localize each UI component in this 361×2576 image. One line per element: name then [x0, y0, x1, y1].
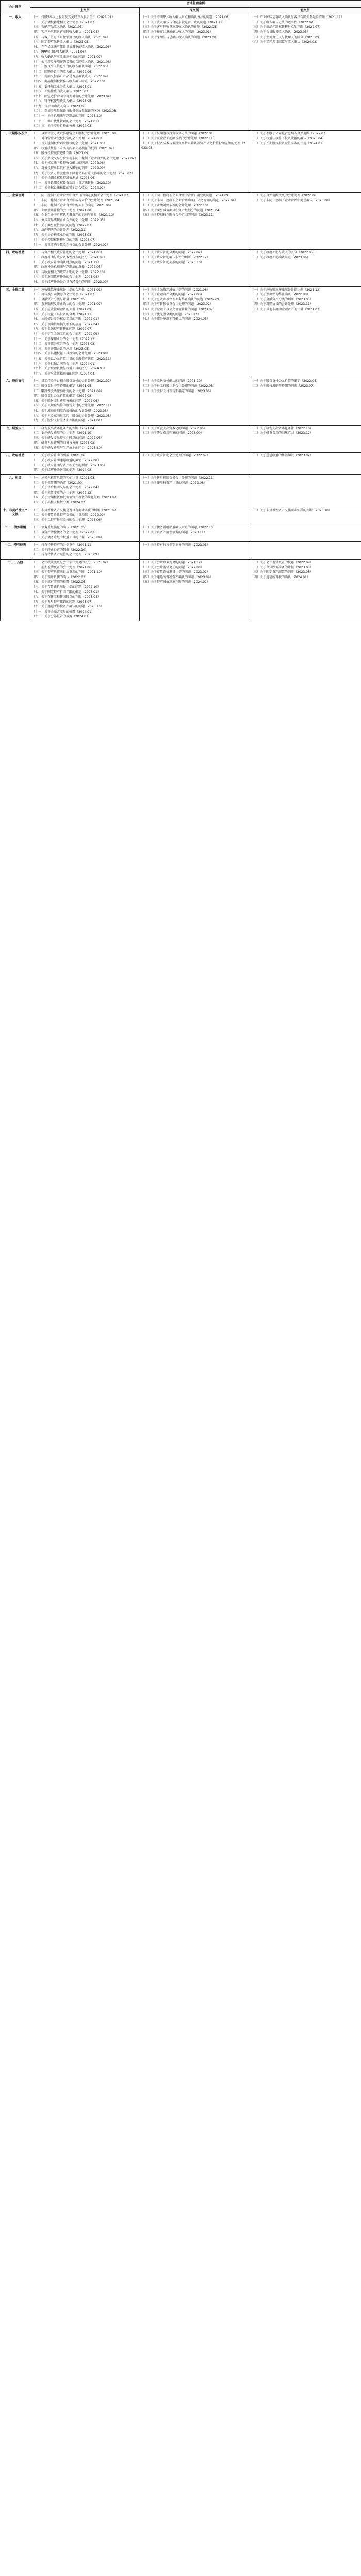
category-cell: 八、政府补助: [1, 452, 30, 474]
case-list: [141, 427, 247, 436]
case-item: （九）收入确认与应收账款相关的问题（2021.07）: [32, 55, 104, 59]
case-item: （三）关于固定资产减值的判断（2023.08）: [251, 570, 313, 574]
table-row: [1, 475, 361, 507]
case-list: [251, 509, 359, 513]
case-item: （四）关于对赌协议的会计处理（2023.11）: [251, 302, 313, 307]
case-item: （九）关于股份支付服务期判断的问题（2024.01）: [32, 419, 104, 423]
case-item: （四）关于商誉减值测试中资产组划分的问题（2023.04）: [141, 208, 222, 212]
sh-cases-cell: [30, 192, 140, 249]
case-list: [141, 379, 247, 394]
sz-cases-cell: [140, 559, 249, 621]
case-item: （五）关于短期租赁和低价值资产租赁的简化处理（2023.07）: [32, 496, 119, 500]
case-item: （一）会计政策变更与会计估计变更的区分（2021.02）: [32, 560, 110, 564]
case-item: （十一）关于保理业务的会计处理（2022.12）: [32, 337, 97, 341]
case-item: （二）对合营企业股权投资的会计处理（2021.03）: [32, 137, 104, 141]
case-item: （九）关于是否构成业务的判断（2023.03）: [32, 233, 94, 237]
case-item: （四）关于预计负债的确认（2022.02）: [32, 575, 88, 579]
case-list: [141, 288, 247, 322]
case-item: （二）关于权益法核算下投资收益的确认（2023.04）: [251, 137, 325, 141]
case-item: （三）关于业绩对赌条款的会计处理（2022.10）: [141, 204, 210, 208]
case-item: （八）反向购买的会计处理（2022.11）: [32, 228, 88, 232]
case-list: [251, 288, 359, 312]
case-item: （一）关于研发支出资本化条件（2022.10）: [251, 426, 313, 430]
sz-cases-cell: [140, 378, 249, 425]
case-item: （六）关于以现金结算的股份支付的会计处理（2022.11）: [32, 404, 113, 408]
case-item: （三）关于售后租回交易的会计处理（2022.04）: [32, 486, 101, 490]
case-item: （十）关于长期股权投资减值测试（2023.06）: [32, 176, 97, 180]
case-item: （四）关于递延所得税资产确认的问题（2023.09）: [141, 575, 213, 579]
case-item: （一）债务重组损益的确认（2021.05）: [32, 526, 88, 530]
sh-cases-cell: [30, 249, 140, 286]
case-item: （二）关于终止经营的列报（2022.10）: [32, 548, 88, 552]
case-item: （一）关于股份支付确认的问题（2021.10）: [141, 379, 204, 383]
case-item: （二）关于非货币性资产交换的计量基础（2022.09）: [32, 513, 107, 517]
case-item: （三）关于研发支出资本化时点的问题（2022.05）: [32, 436, 104, 440]
case-item: （一）关于研发支出资本化的问题（2022.06）: [141, 426, 207, 430]
case-list: [32, 15, 138, 129]
case-list: [32, 132, 138, 191]
case-item: （四）关于按履约进度确认收入的问题（2023.01）: [141, 30, 213, 34]
sh-cases-cell: [30, 559, 140, 621]
case-item: （一）应收账款坏账准备计提的合理性（2021.01）: [32, 287, 104, 292]
case-item: （八）对被投资单位具有重大影响的判断（2022.09）: [32, 166, 107, 170]
category-cell: 十三、其他: [1, 559, 30, 621]
case-item: （四）政府补助总额法与净额法的选择（2022.05）: [32, 265, 104, 269]
case-item: （十二）关于权益法核算的其他综合收益（2024.02）: [32, 186, 107, 190]
case-item: （十六）补贴性质的收入确认（2023.02）: [32, 90, 91, 94]
table-row: [1, 452, 361, 474]
case-item: （十五）关于以公允价值计量的金融资产估值（2023.11）: [32, 357, 113, 361]
case-item: （十一）关于收购少数股东权益的会计处理（2024.02）: [32, 243, 110, 247]
case-list: [141, 194, 247, 218]
case-list: [141, 454, 247, 459]
case-item: （四）关于政府补助退回的处理（2024.02）: [32, 468, 94, 472]
case-item: （七）关于商誉减值测试的问题（2022.07）: [32, 223, 94, 227]
case-item: （七）关于激励计划取消或修改的会计处理（2023.03）: [32, 409, 110, 413]
case-item: （四）关于可转换债券会计处理的问题（2023.02）: [141, 302, 213, 307]
bj-cases-cell: [249, 249, 361, 286]
case-list: [251, 379, 359, 388]
sz-cases-cell: [140, 524, 249, 542]
case-item: （六）关于工程项目结算与收入确认（2024.02）: [251, 40, 319, 44]
case-list: [251, 15, 359, 45]
case-item: （七）关于政府补助是否具有经常性的判断（2023.09）: [32, 280, 110, 284]
case-item: （一）关于会计差错更正的披露（2022.09）: [251, 560, 313, 564]
case-item: （二十三）关于交易价格的分摊（2024.03）: [32, 124, 94, 128]
case-item: （二）关于存货跌价准备的计提（2023.03）: [251, 565, 313, 569]
case-list: [32, 379, 138, 423]
case-item: （十二）关于债务重组的会计处理（2023.03）: [32, 342, 97, 346]
case-item: （三）丧失控制权后剩余股权的会计处理（2021.05）: [32, 142, 107, 146]
case-item: （二）政府补助与政府资本性投入的区分（2021.07）: [32, 256, 107, 260]
case-item: （三）关于股份支付等待期确定的问题（2023.06）: [141, 389, 213, 393]
case-list: [32, 543, 138, 557]
case-item: （一）关于债务重组损益确认时点的问题（2022.10）: [141, 526, 216, 530]
header-group-title: 会计监管案例: [30, 1, 361, 8]
case-item: （一）以债转股方式取得联营企业股权的会计处理（2021.01）: [32, 131, 119, 135]
table-row: [1, 14, 361, 131]
case-item: （十七）固定造价合同中可变对价的会计处理（2023.04）: [32, 94, 113, 98]
bj-cases-cell: [249, 378, 361, 425]
case-item: （六）关于权益工具投资的分类（2021.11）: [32, 312, 94, 316]
table-row: [1, 249, 361, 286]
category-cell: 六、股份支付: [1, 378, 30, 425]
case-item: （十九）售后回购收入确认（2023.06）: [32, 104, 88, 108]
case-item: （五）关于净额法与总额法收入确认的问题（2023.08）: [141, 35, 219, 39]
case-item: （九）关于投资方持股比例下降但仍具有重大影响的会计处理（2023.02）: [32, 171, 135, 175]
case-item: （一）关于递延收益的摊销期限（2023.02）: [251, 453, 313, 457]
case-item: （十一）涉及个人信息平台的收入确认问题（2022.05）: [32, 65, 110, 69]
case-item: （二）以资产清偿债务的会计处理（2022.03）: [32, 530, 97, 534]
bj-cases-cell: [249, 475, 361, 507]
case-item: （七）关于权益法下投资收益确认的问题（2022.06）: [32, 161, 107, 165]
case-item: （七）关于固定资产折旧年限的确定（2023.01）: [32, 590, 101, 594]
header-sz: 深交所: [140, 7, 249, 14]
case-item: （四）关于会员服务收入确认（2023.03）: [251, 30, 310, 34]
case-item: （三）关于政府补助列报的问题（2023.10）: [141, 260, 204, 264]
case-item: （二）关于联营企业超额亏损的会计处理（2022.11）: [141, 137, 216, 141]
category-cell: 十二、持有待售: [1, 542, 30, 560]
case-item: （三）关于投资成本与被投资单位可辨认净资产公允价值份额差额的处理（2023.05）: [141, 142, 245, 150]
case-item: （三）金融资产分类与计量（2021.05）: [32, 297, 88, 301]
sh-cases-cell: [30, 452, 140, 474]
table-row: [1, 542, 361, 560]
category-cell: 一、收入: [1, 14, 30, 131]
case-item: （一）承租人租赁负债的初始计量（2021.03）: [32, 476, 97, 480]
case-item: （一）非货币性资产交换是否具有商业实质的判断（2021.07）: [32, 508, 119, 512]
case-list: [251, 454, 359, 459]
table-row: [1, 192, 361, 249]
sh-cases-cell: [30, 475, 140, 507]
case-item: （十）关于递延所得税资产确认的问题（2023.10）: [32, 605, 104, 609]
page: [0, 0, 361, 621]
header-bj: 北交所: [249, 7, 361, 14]
case-item: （四）研发人员薪酬的归集与分摊（2023.02）: [32, 441, 97, 445]
sz-cases-cell: [140, 14, 249, 131]
bj-cases-cell: [249, 286, 361, 378]
case-item: （六）分步交易实现企业合并的会计处理（2022.03）: [32, 218, 107, 222]
case-item: （十）公司涉及多项履约义务的合同收入确认（2021.08）: [32, 60, 113, 64]
case-table: [0, 0, 361, 621]
sh-cases-cell: [30, 130, 140, 192]
case-item: （二）可转换公司债券的会计处理（2021.03）: [32, 293, 97, 297]
case-item: （二）关于非同一控制下企业合并中商誉确认（2023.08）: [251, 198, 332, 202]
case-list: [141, 251, 247, 265]
case-item: （七）在存货无法可靠计量情形下的收入确认（2021.06）: [32, 45, 113, 49]
case-item: （一）持股5%以上股东及其关联方入股后关于（2021.01）: [32, 15, 115, 20]
case-item: （五）与客户签订不可撤销协议的收入确认（2021.04）: [32, 35, 110, 39]
case-item: （二）关于租赁期的确定（2021.09）: [32, 481, 85, 485]
case-item: （二）股份支付中等待期的确定（2021.05）: [32, 384, 94, 388]
case-item: （五）关于股份支付费用分摊的问题（2022.06）: [32, 399, 101, 403]
case-item: （一）关于售后租回交易会计处理的问题（2022.11）: [141, 476, 216, 480]
case-item: （六）关于出租人租赁分类（2024.02）: [32, 501, 88, 504]
case-item: （六）固定资产出售收入确认（2021.05）: [32, 40, 91, 44]
case-list: [32, 427, 138, 451]
case-item: （三）关于客户签收条款对收入确认的影响（2022.05）: [141, 25, 219, 29]
bj-cases-cell: [249, 507, 361, 524]
case-item: （一）关于不同形式收入确认时点和确认方法的问题（2021.06）: [141, 15, 232, 20]
case-item: （十七）关于金融负债与权益工具的区分（2024.03）: [32, 367, 107, 371]
case-item: （四）关于租赁变更的会计处理（2022.12）: [32, 490, 94, 495]
category-cell: 四、政府补助: [1, 249, 30, 286]
table-row: [1, 524, 361, 542]
case-item: （一）关于金融资产减值计提的问题（2021.08）: [141, 287, 210, 292]
empty-cell: [251, 476, 359, 480]
case-item: （二十）保证类质量保证与服务类质量保证的区分（2023.08）: [32, 109, 119, 113]
case-list: [141, 543, 247, 548]
case-item: （十二）回购协议下的收入确认（2022.06）: [32, 70, 94, 74]
case-item: （一）关于政府补助分类的问题（2022.02）: [141, 250, 204, 255]
category-cell: 九、租赁: [1, 475, 30, 507]
case-list: [141, 561, 247, 585]
case-list: [141, 526, 247, 535]
case-item: （四）票据贴现及终止确认的会计处理（2021.07）: [32, 302, 104, 307]
case-item: （二）关于股权激励等待期的判断（2023.07）: [251, 384, 316, 388]
case-item: （十三）提前交付客户产品是否应确认收入（2022.09）: [32, 75, 110, 79]
case-item: （三）关于长期股权投资减值准备的计提（2024.01）: [251, 142, 325, 146]
bj-cases-cell: [249, 542, 361, 560]
case-item: （五）与收益相关的政府补助的会计处理（2022.10）: [32, 270, 107, 274]
case-item: （八）关于预期信用损失模型的应用（2022.04）: [32, 322, 101, 326]
case-list: [32, 454, 138, 473]
case-item: （二）非同一控制下企业合并中或有对价的会计处理（2021.04）: [32, 198, 122, 202]
case-item: （二）关于员工持股计划会计处理的问题（2022.08）: [141, 384, 216, 388]
category-cell: 十一、债务重组: [1, 524, 30, 542]
sz-cases-cell: [140, 542, 249, 560]
case-item: （二）关于收入确认方法的适当性（2022.02）: [251, 20, 316, 24]
case-item: （一）与资产相关政府补助的会计处理（2021.03）: [32, 250, 104, 255]
case-item: （一）员工持股平台相关股份支付的会计处理（2021.02）: [32, 379, 113, 383]
case-item: （一）研发支出资本化条件的判断（2021.04）: [32, 426, 97, 430]
case-item: （一）关于会计政策变更的问题（2021.12）: [141, 560, 204, 564]
case-item: （七）永续债分类为权益工具的判断（2022.01）: [32, 317, 101, 321]
case-list: [251, 132, 359, 146]
case-item: （一）关于合并范围变更的会计处理（2022.06）: [251, 193, 319, 197]
case-item: （四）客户为电信运营商时收入确认（2021.04）: [32, 30, 101, 34]
case-item: （二）关于收入确认与合同条款是否一致的问题（2021.11）: [141, 20, 225, 24]
table-row: [1, 130, 361, 192]
case-item: （一）关于非货币性资产交换商业实质的判断（2023.10）: [251, 508, 332, 512]
case-item: （一）关于长期股权投资核算方法的问题（2022.01）: [141, 131, 216, 135]
table-row: [1, 378, 361, 425]
case-item: （二）关于研发费用归集的问题（2023.09）: [141, 431, 204, 435]
case-item: （四）权益法核算下未实现内部交易损益的抵销（2021.07）: [32, 146, 116, 150]
case-item: （五）股权投资减值迹象判断（2021.09）: [32, 151, 91, 156]
case-item: （十一）关于关联方交易的披露（2024.01）: [32, 609, 94, 614]
sh-cases-cell: [30, 507, 140, 524]
case-item: （八）关于在建工程转固时点的判断（2023.04）: [32, 595, 101, 599]
case-list: [251, 194, 359, 203]
header-sh: 上交所: [30, 7, 140, 14]
sz-cases-cell: [140, 286, 249, 378]
case-item: （五）关于其他非流动金融资产的计量（2024.03）: [251, 308, 322, 312]
case-item: （三）关于政府补助确认时点的问题（2021.11）: [32, 260, 101, 264]
case-list: [32, 476, 138, 505]
case-item: （十四）关于其他权益工具投资的会计处理（2023.08）: [32, 352, 110, 356]
table-body: [1, 14, 361, 621]
sh-cases-cell: [30, 425, 140, 452]
sz-cases-cell: [140, 475, 249, 507]
case-item: （六）关于多次交易分步实现非同一控制下企业合并的会计处理（2022.02）: [32, 156, 138, 160]
case-item: （一）同一控制下企业合并中合并日的确定及相关会计处理（2021.02）: [32, 193, 132, 197]
sz-cases-cell: [140, 130, 249, 192]
case-item: （六）关于存货跌价准备计提的问题（2022.10）: [32, 585, 101, 589]
header-category: 会计准则: [1, 1, 30, 14]
sh-cases-cell: [30, 14, 140, 131]
case-item: （十八）关于应收票据减值的问题（2024.04）: [32, 371, 97, 376]
category-cell: 五、金融工具: [1, 286, 30, 378]
case-item: （三）关于资产负债表日后事项的判断（2021.10）: [32, 570, 104, 574]
case-item: （二）关于政府补助确认条件的判断（2022.12）: [141, 256, 210, 260]
category-cell: 二、长期股权投资: [1, 130, 30, 192]
case-item: （三）关于以资产换取股权的会计处理（2023.06）: [32, 518, 104, 522]
case-item: （一）关于持有待售类别划分的问题（2023.03）: [141, 543, 210, 547]
bj-cases-cell: [249, 559, 361, 621]
case-item: （二）关于政府补助确认时点（2023.06）: [251, 256, 310, 260]
sh-cases-cell: [30, 286, 140, 378]
case-item: （十八）特许权使用费收入确认（2023.05）: [32, 99, 94, 104]
case-item: （三）关于应收账款保理业务终止确认的问题（2022.09）: [141, 297, 222, 301]
sz-cases-cell: [140, 192, 249, 249]
case-list: [141, 132, 247, 150]
case-item: （三）关于政府补助与资产相关性的判断（2023.05）: [32, 463, 107, 467]
case-list: [32, 194, 138, 248]
case-item: （二）委托研发费用的会计处理（2021.10）: [32, 431, 94, 435]
sz-cases-cell: [140, 425, 249, 452]
case-item: （一）关于同一控制下企业合并中合并日确定的问题（2021.09）: [141, 193, 232, 197]
case-item: （十六）关于担保合同的会计处理（2024.01）: [32, 362, 97, 366]
case-item: （二）关于使用权资产计量的问题（2023.08）: [141, 481, 207, 485]
case-item: （一）关于参股子公司是否应纳入合并范围（2022.03）: [251, 131, 329, 135]
case-list: [32, 526, 138, 540]
case-list: [251, 561, 359, 580]
table-row: [1, 507, 361, 524]
case-item: （九）关于无形资产摊销的问题（2023.07）: [32, 600, 94, 604]
case-item: （五）关于应收款项融资的列报（2021.09）: [32, 308, 94, 312]
case-item: （二十二）客户代垫款项的会计处理（2024.01）: [32, 119, 101, 123]
table-row: [1, 425, 361, 452]
case-item: （三）关于存货跌价准备计提的问题（2023.02）: [141, 570, 210, 574]
table-row: [1, 559, 361, 621]
case-item: （三）持有待售资产减值的会计处理（2023.09）: [32, 553, 101, 557]
case-item: （八）PPP项目的收入确认（2021.06）: [32, 50, 88, 54]
case-item: （二）关于金融资产分类的问题（2022.03）: [141, 293, 204, 297]
case-item: （一）关于政府补助会计处理的问题（2022.07）: [141, 453, 210, 457]
bj-cases-cell: [249, 452, 361, 474]
empty-cell: [251, 526, 359, 530]
case-item: （一）关于政府补助的列报（2021.06）: [32, 453, 88, 457]
case-item: （十）关于衍生金融工具的会计处理（2022.09）: [32, 332, 101, 336]
case-item: （六）关于优先股分类的问题（2023.12）: [141, 312, 201, 316]
sz-cases-cell: [140, 507, 249, 524]
empty-cell: [141, 509, 247, 513]
case-item: （八）关于大股东向员工转让股份的会计处理（2023.08）: [32, 414, 113, 418]
case-item: （二）关于以资产清偿债务的问题（2023.11）: [141, 530, 207, 534]
sh-cases-cell: [30, 542, 140, 560]
case-item: （二十一）关于总额法与净额法的判断（2023.10）: [32, 114, 104, 118]
case-item: （十三）关于套期会计的应用（2023.05）: [32, 347, 91, 351]
case-item: （六）关于退回政府补助的会计处理（2023.04）: [32, 275, 101, 279]
case-item: （二）前期差错更正的会计处理（2021.06）: [32, 565, 94, 569]
case-item: （三）智能产品收入确认（2021.03）: [32, 25, 85, 29]
case-item: （二）关于研发费用的归集范围（2023.12）: [251, 431, 313, 435]
category-cell: 十、非货币性资产交换: [1, 507, 30, 524]
case-item: （十五）委托加工业务收入确认（2023.01）: [32, 84, 94, 89]
case-item: （四）业绩承诺补偿的会计处理（2021.08）: [32, 208, 94, 212]
case-item: （五）关于金融工具公允价值计量的问题（2023.07）: [141, 308, 216, 312]
case-list: [32, 251, 138, 285]
case-list: [251, 251, 359, 260]
sz-cases-cell: [140, 249, 249, 286]
case-item: （五）关于或有事项的披露（2022.06）: [32, 580, 88, 584]
bj-cases-cell: [249, 524, 361, 542]
case-item: （四）股份支付公允价值的确定（2022.02）: [32, 394, 94, 398]
case-item: （二）关于票据贴现终止确认（2022.08）: [251, 293, 310, 297]
category-cell: 三、企业合并: [1, 192, 30, 249]
case-list: [141, 15, 247, 40]
case-list: [141, 476, 247, 485]
case-item: （一）产业园区运营收入确认与客户合同关系是否清晰（2021.11）: [251, 15, 344, 20]
bj-cases-cell: [249, 425, 361, 452]
case-item: （三）关于金融资产分类的判断（2023.05）: [251, 297, 313, 301]
case-item: （二）关于债权转让相关会计处理（2021.03）: [32, 20, 97, 24]
case-item: （三）关于商品控制权转移时点的判断（2022.07）: [251, 25, 322, 29]
case-item: （四）关于递延所得税的确认（2024.01）: [251, 575, 310, 579]
case-item: （五）企业合并中可辨认无形资产的识别与计量（2021.10）: [32, 213, 116, 217]
sz-cases-cell: [140, 452, 249, 474]
case-list: [32, 561, 138, 619]
case-item: （十四）商品控制权转移与收入确认时点（2022.10）: [32, 79, 107, 83]
case-item: （一）关于应收账款坏账准备计提比例（2021.12）: [251, 287, 322, 292]
case-item: （五）关于研发费用与生产成本的区分（2023.10）: [32, 446, 104, 450]
table-row: [1, 286, 361, 378]
case-item: （三）关于债务重组中权益工具的计量（2023.04）: [32, 535, 104, 539]
case-item: （二）关于会计差错更正的问题（2022.08）: [141, 565, 204, 569]
case-list: [251, 427, 359, 436]
case-item: （一）关于股份支付公允价值的确定（2022.04）: [251, 379, 319, 383]
case-list: [32, 288, 138, 377]
case-item: （七）关于债务重组利得确认的问题（2024.03）: [141, 317, 210, 321]
case-item: （三）限制性股票激励计划的会计处理（2021.09）: [32, 389, 104, 393]
case-item: （三）非同一控制下企业合并中购买日的确定（2021.06）: [32, 204, 113, 208]
case-item: （九）关于金融资产转移的问题（2022.07）: [32, 327, 94, 331]
case-item: （五）关于资产减值迹象判断的问题（2024.02）: [141, 580, 210, 584]
bj-cases-cell: [249, 192, 361, 249]
case-list: [32, 509, 138, 523]
case-item: （十）关于控制权转移时点的判断（2023.07）: [32, 238, 97, 242]
bj-cases-cell: [249, 130, 361, 192]
case-item: （五）关于主要责任人与代理人的区分（2023.09）: [251, 35, 322, 39]
case-item: （十二）关于分部报告的披露（2024.03）: [32, 615, 91, 619]
case-item: （一）持有待售资产的分类条件（2021.11）: [32, 543, 94, 547]
case-item: （一）关于政府补助与收入的区分（2022.05）: [251, 250, 316, 255]
sh-cases-cell: [30, 378, 140, 425]
empty-cell: [251, 543, 359, 547]
bj-cases-cell: [249, 14, 361, 131]
category-cell: 七、研发支出: [1, 425, 30, 452]
sh-cases-cell: [30, 524, 140, 542]
case-item: （二）关于政府补助递延收益的摊销（2022.08）: [32, 459, 101, 463]
case-item: （五）关于控制权判断与合并范围的问题（2023.11）: [141, 213, 216, 217]
case-item: （二）关于非同一控制下企业合并购买日公允价值的确定（2022.04）: [141, 198, 238, 202]
case-item: （十一）关于长期股权投资后续计量方法转换（2023.10）: [32, 181, 113, 185]
